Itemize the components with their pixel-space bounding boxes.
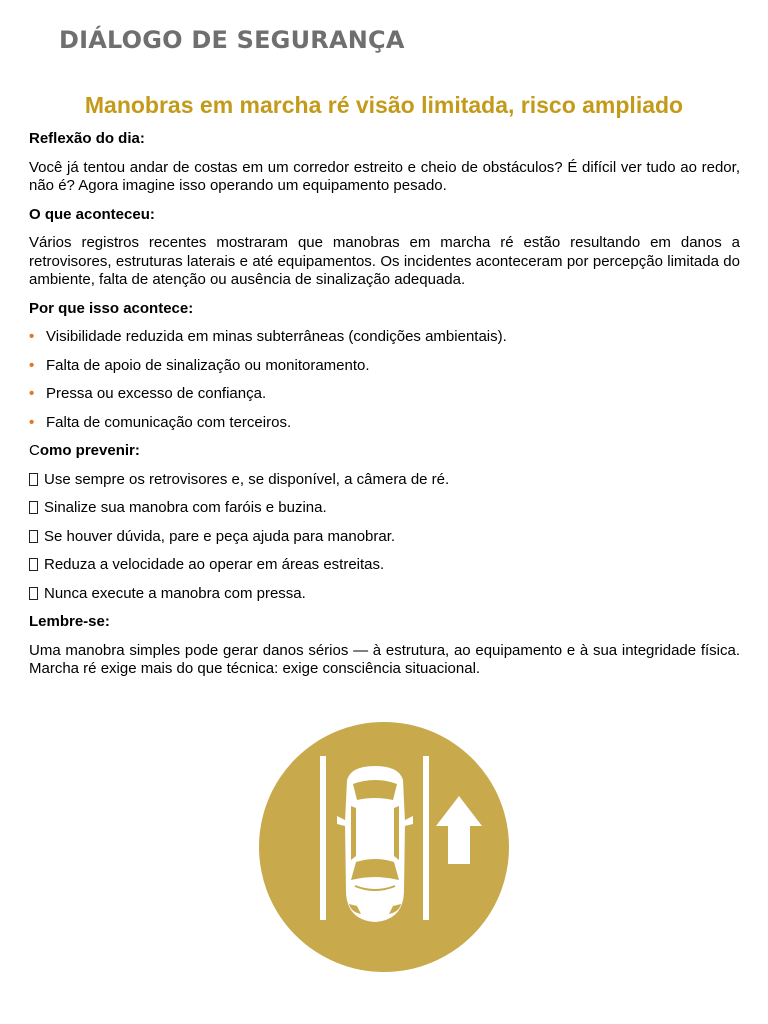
document-body xyxy=(29,130,740,689)
reverse-car-icon xyxy=(259,722,509,972)
list-item xyxy=(29,556,740,575)
page-header: DIÁLOGO DE SEGURANÇA xyxy=(59,26,405,54)
prevenir-heading xyxy=(29,442,740,461)
list-item-text: Use sempre os retrovisores e, se disponível, a câmera de ré. xyxy=(44,470,450,488)
list-item-text: Pressa ou excesso de confiança. xyxy=(46,385,267,402)
reflexao-text: Você já tentou andar de costas em um corredor estreito e cheio de obstáculos? É difícil ver tudo ao redor, não é? Agora imagine isso operando um equipamento pesado. xyxy=(29,158,740,194)
list-item xyxy=(29,414,740,433)
checkbox-glyph-icon xyxy=(29,530,38,543)
lembre-heading: Lembre-se: xyxy=(29,613,110,630)
list-item xyxy=(29,528,740,547)
prevenir-heading-first: C xyxy=(29,442,40,459)
list-item xyxy=(29,471,740,490)
list-item-text: Sinalize sua manobra com faróis e buzina. xyxy=(44,499,327,516)
bullet-icon: • xyxy=(29,385,35,402)
bullet-icon: • xyxy=(29,328,35,345)
checkbox-glyph-icon xyxy=(29,558,38,571)
list-item-text: Se houver dúvida, pare e peça ajuda para manobrar. xyxy=(44,527,396,545)
list-item-text: Falta de comunicação com terceiros. xyxy=(46,413,292,431)
prevenir-heading-rest: omo prevenir: xyxy=(39,442,140,459)
page-title: Manobras em marcha ré visão limitada, risco ampliado xyxy=(84,92,684,118)
list-item-text: Reduza a velocidade ao operar em áreas estreitas. xyxy=(44,556,385,573)
list-item xyxy=(29,585,740,604)
list-item xyxy=(29,328,740,347)
aconteceu-text: Vários registros recentes mostraram que manobras em marcha ré estão resultando em danos a retrovisores, estruturas laterais e até equipamentos. Os incidentes aconteceram por percepção limitada do ambiente, falta de atenção ou ausência de sinalização adequada. xyxy=(29,234,740,288)
reflexao-heading: Reflexão do dia: xyxy=(29,130,145,147)
bullet-icon: • xyxy=(29,356,35,374)
porque-list xyxy=(29,328,740,432)
lembre-text: Uma manobra simples pode gerar danos sérios — à estrutura, ao equipamento e à sua integridade física. Marcha ré exige mais do que técnica: exige consciência situacional. xyxy=(29,641,740,677)
checkbox-glyph-icon xyxy=(29,473,38,486)
checkbox-glyph-icon xyxy=(29,587,38,600)
list-item xyxy=(29,357,740,376)
list-item-text: Nunca execute a manobra com pressa. xyxy=(44,584,306,602)
bullet-icon: • xyxy=(29,413,35,431)
list-item xyxy=(29,385,740,404)
checkbox-glyph-icon xyxy=(29,501,38,514)
porque-heading: Por que isso acontece: xyxy=(29,299,194,317)
aconteceu-heading: O que aconteceu: xyxy=(29,205,155,223)
list-item xyxy=(29,499,740,518)
list-item-text: Visibilidade reduzida em minas subterrâneas (condições ambientais). xyxy=(46,328,507,345)
list-item-text: Falta de apoio de sinalização ou monitoramento. xyxy=(46,356,370,374)
